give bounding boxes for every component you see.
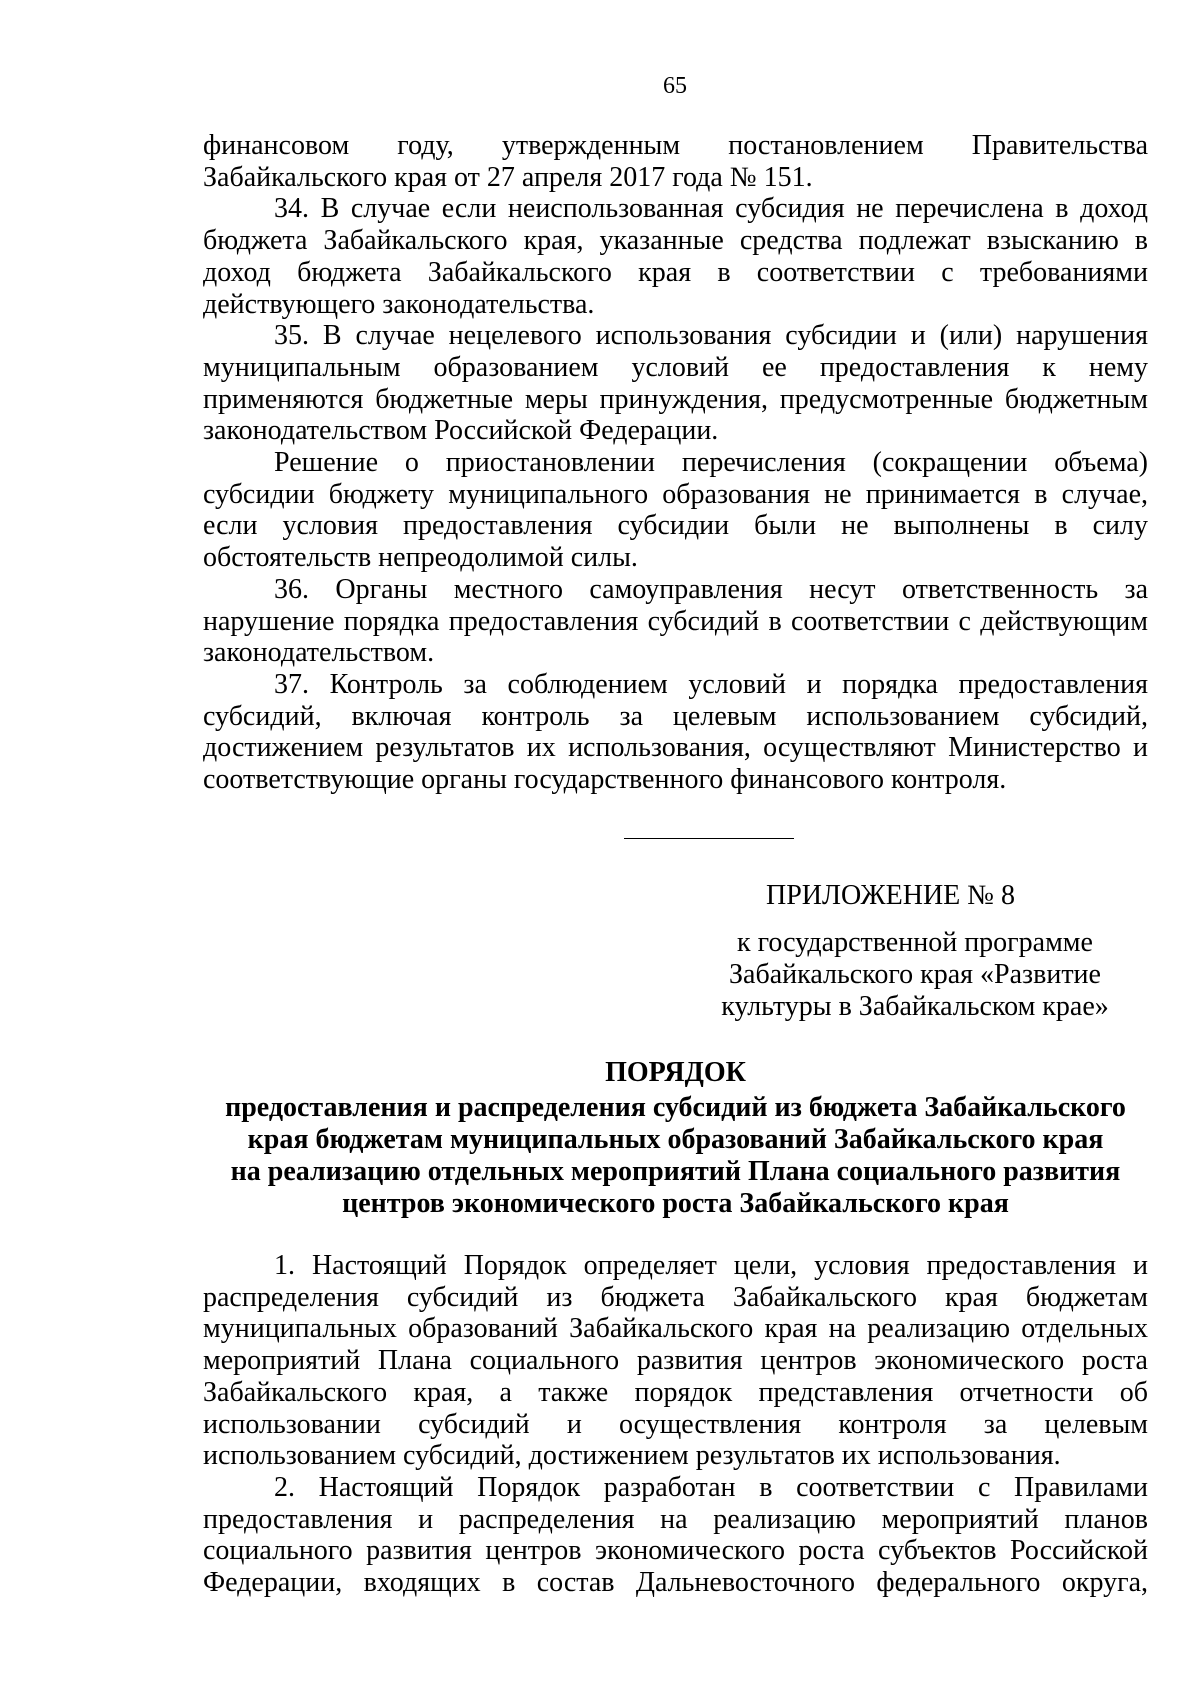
subtitle-line-3: на реализацию отдельных мероприятий Плана социального развития: [230, 1156, 1121, 1187]
paragraph-continuation: финансовом году, утвержденным постановлением Правительства Забайкальского края от 27 апреля 2017 года № 151.: [203, 130, 1148, 193]
paragraph-34: 34. В случае если неиспользованная субсидия не перечислена в доход бюджета Забайкальского края, указанные средства подлежат взысканию в доход бюджета Забайкальского края в соответствии с требованиями действующего законодательства.: [203, 193, 1148, 320]
appendix-line-3: культуры в Забайкальском крае»: [721, 991, 1109, 1022]
paragraph-2: 2. Настоящий Порядок разработан в соответствии с Правилами предоставления и распределения на реализацию мероприятий планов социального развития центров экономического роста субъектов Российской Федерации, входящих в состав Дальневосточного федерального округа,: [203, 1471, 1148, 1599]
section-divider: [624, 838, 794, 839]
document-subtitle: [203, 1092, 1148, 1220]
top-text-block: [203, 130, 1148, 796]
paragraph-1: 1. Настоящий Порядок определяет цели, условия предоставления и распределения субсидий из бюджета Забайкальского края бюджетам муниципальных образований Забайкальского края на реализацию отдельных мероприятий Плана социального развития центров экономического роста Забайкальского края, а также порядок представления отчетности об использовании субсидий и осуществления контроля за целевым использованием субсидий, достижением результатов их использования.: [203, 1250, 1148, 1472]
subtitle-line-2: края бюджетам муниципальных образований Забайкальского края: [247, 1124, 1104, 1155]
subtitle-line-1: предоставления и распределения субсидий из бюджета Забайкальского: [225, 1092, 1126, 1123]
paragraph-decision: Решение о приостановлении перечисления (сокращении объема) субсидии бюджету муниципального образования не принимается в случае, если условия предоставления субсидии были не выполнены в силу обстоятельств непреодолимой силы.: [203, 447, 1148, 574]
appendix-title: ПРИЛОЖЕНИЕ № 8: [766, 880, 1015, 911]
appendix-line-2: Забайкальского края «Развитие: [729, 959, 1101, 990]
appendix-reference: [700, 927, 1130, 1023]
document-title: ПОРЯДОК: [605, 1057, 746, 1088]
subtitle-line-4: центров экономического роста Забайкальского края: [342, 1188, 1009, 1219]
paragraph-35: 35. В случае нецелевого использования субсидии и (или) нарушения муниципальным образованием условий ее предоставления к нему применяются бюджетные меры принуждения, предусмотренные бюджетным законодательством Российской Федерации.: [203, 320, 1148, 447]
paragraph-37: 37. Контроль за соблюдением условий и порядка предоставления субсидий, включая контроль за целевым использованием субсидий, достижением результатов их использования, осуществляют Министерство и соответствующие органы государственного финансового контроля.: [203, 668, 1148, 796]
appendix-line-1: к государственной программе: [737, 927, 1093, 958]
page-number: 65: [663, 73, 687, 99]
paragraph-36: 36. Органы местного самоуправления несут ответственность за нарушение порядка предоставления субсидий в соответствии с действующим законодательством.: [203, 573, 1148, 669]
bottom-text-block: [203, 1250, 1148, 1599]
